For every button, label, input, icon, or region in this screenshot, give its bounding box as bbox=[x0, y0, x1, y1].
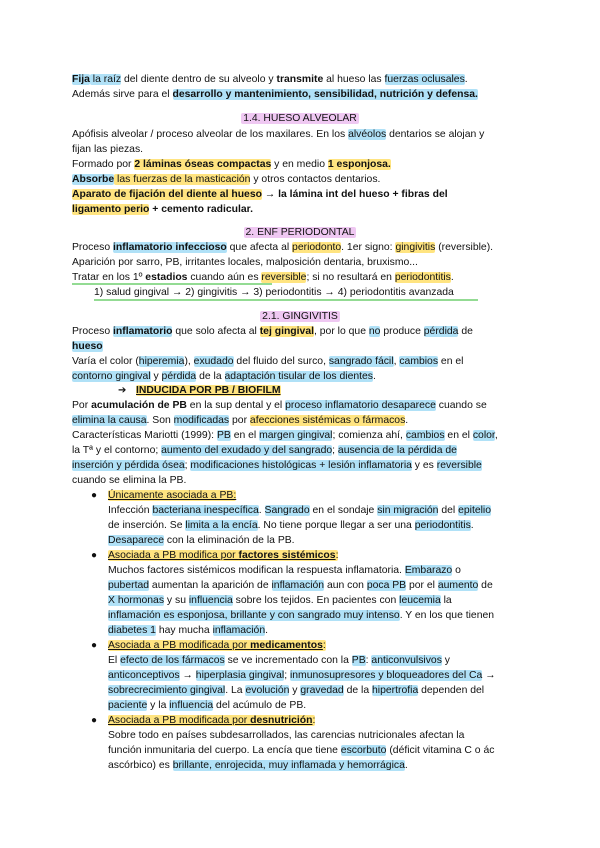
biofilm-line-5 bbox=[72, 459, 482, 472]
text: ; comienza ahí, bbox=[332, 430, 406, 441]
text: ascórbico) es bbox=[108, 760, 173, 771]
highlight-text: inflamación bbox=[271, 580, 325, 591]
bullet-2-line-3 bbox=[108, 594, 452, 607]
text: al hueso las bbox=[323, 74, 385, 85]
text: Por bbox=[72, 400, 92, 411]
text: cuando se elimina la PB. bbox=[72, 475, 187, 486]
title-text: Asociada a PB modificada por bbox=[108, 715, 251, 726]
bullet-2-line-2 bbox=[108, 579, 493, 592]
highlight-text: Aparato de fijación del diente al hueso bbox=[72, 189, 262, 200]
text: función inmunitaria del cuerpo. La encía que tiene bbox=[108, 745, 341, 756]
highlight-fija: Fija bbox=[72, 74, 90, 85]
text: hay mucha bbox=[155, 625, 213, 636]
hueso-line-1 bbox=[72, 128, 484, 141]
biofilm-line-6 bbox=[72, 474, 186, 487]
highlight-text: inmunosupresores y bloqueadores del Ca bbox=[289, 670, 483, 681]
biofilm-line-3 bbox=[72, 429, 498, 442]
bullet-2-title bbox=[108, 549, 338, 562]
highlight-text: bacteriana inespecífica bbox=[152, 505, 259, 516]
highlight-text: exudado bbox=[193, 356, 234, 367]
intro-line-1 bbox=[72, 73, 468, 86]
gingivitis-line-3 bbox=[72, 355, 463, 368]
highlight-text: cambios bbox=[405, 430, 445, 441]
text: fijan las piezas. bbox=[72, 144, 144, 155]
bullet-1-line-2 bbox=[108, 519, 474, 532]
periodontal-line-2 bbox=[72, 256, 418, 269]
text: . bbox=[372, 371, 376, 382]
text: por bbox=[229, 415, 250, 426]
highlight-text: proceso inflamatorio desaparece bbox=[285, 400, 436, 411]
text: Además sirve para el bbox=[72, 89, 173, 100]
highlight-text: escorbuto bbox=[340, 745, 387, 756]
text: de bbox=[458, 326, 473, 337]
title-bold-text: desnutrición bbox=[250, 715, 313, 726]
text: aun con bbox=[324, 580, 367, 591]
text: del fluido del surco, bbox=[233, 356, 329, 367]
text: . Son bbox=[146, 415, 174, 426]
text: ; si no resultará en bbox=[306, 272, 395, 283]
text: y bbox=[289, 685, 301, 696]
title-bold-text: factores sistémicos bbox=[238, 550, 336, 561]
highlight-text: inflamación es esponjosa, brillante y con sangrado muy intenso bbox=[108, 610, 400, 621]
intro-line-2 bbox=[72, 88, 478, 101]
text: que afecta al bbox=[226, 242, 293, 253]
highlight-text: Embarazo bbox=[404, 565, 453, 576]
text: . No tiene porque llegar a ser una bbox=[257, 520, 415, 531]
text: de inserción. Se bbox=[108, 520, 186, 531]
text: en el bbox=[438, 356, 464, 367]
text: la Tª y el contorno; bbox=[72, 445, 162, 456]
highlight-text: margen gingival bbox=[259, 430, 333, 441]
text: Proceso bbox=[72, 242, 114, 253]
title-bold-text: medicamentos bbox=[250, 640, 323, 651]
highlight-text: fuerzas oclusales bbox=[384, 74, 465, 85]
highlight-text: anticonceptivos bbox=[108, 670, 180, 681]
text: y la bbox=[147, 700, 170, 711]
text: dentarios se alojan y bbox=[386, 129, 485, 140]
hueso-line-3 bbox=[72, 158, 391, 171]
highlight-text: color bbox=[472, 430, 495, 441]
text: de la bbox=[196, 371, 225, 382]
highlight-text: no bbox=[368, 326, 381, 337]
highlight-text: Únicamente asociada a PB: bbox=[108, 490, 237, 501]
bold-highlight-text: desarrollo y mantenimiento, sensibilidad, nutrición y defensa. bbox=[172, 89, 478, 100]
bullet-3-line-1 bbox=[108, 654, 450, 667]
biofilm-line-2 bbox=[72, 414, 408, 427]
bold-text: acumulación de PB bbox=[91, 400, 187, 411]
highlight-text: epitelio bbox=[458, 505, 492, 516]
text: se ve incrementado con la bbox=[224, 655, 352, 666]
text: ; bbox=[184, 460, 191, 471]
bold-highlight-text: inflamatorio infeccioso bbox=[113, 242, 227, 253]
bullet-3-line-4 bbox=[108, 699, 306, 712]
text: , bbox=[393, 356, 400, 367]
highlight-text: PB bbox=[351, 655, 366, 666]
gingivitis-line-4 bbox=[72, 370, 376, 383]
highlight-text: las fuerzas de la masticación bbox=[114, 174, 251, 185]
heading-text: 2.1. GINGIVITIS bbox=[262, 311, 338, 322]
section-heading-hueso bbox=[0, 112, 600, 125]
text: dependen del bbox=[418, 685, 485, 696]
arrow-icon: ➔ bbox=[118, 385, 127, 396]
bullet-1-title bbox=[108, 489, 236, 502]
text: → bbox=[482, 670, 496, 681]
text: de bbox=[478, 580, 493, 591]
highlight-text: modificadas bbox=[173, 415, 230, 426]
text: del bbox=[438, 505, 459, 516]
text: . bbox=[258, 505, 265, 516]
highlight-text: PB bbox=[216, 430, 231, 441]
bold-highlight-text: Absorbe bbox=[72, 174, 115, 185]
text: + cemento radicular. bbox=[149, 204, 254, 215]
highlight-text: ausencia de la pérdida de bbox=[337, 445, 457, 456]
text: , por lo que bbox=[314, 326, 369, 337]
text: en el bbox=[444, 430, 473, 441]
text: en la sup dental y el bbox=[186, 400, 286, 411]
bold-highlight-text: tej gingival bbox=[259, 326, 314, 337]
text: del acúmulo de PB. bbox=[213, 700, 307, 711]
highlight-text: aumento del exudado y del sangrado bbox=[161, 445, 333, 456]
text: del diente dentro de su alveolo y bbox=[121, 74, 277, 85]
text: en el bbox=[230, 430, 260, 441]
section-heading-gingivitis bbox=[0, 310, 600, 323]
gingivitis-line-2 bbox=[72, 340, 103, 353]
bullet-4-line-2 bbox=[108, 744, 494, 757]
highlight-text: alvéolos bbox=[348, 129, 387, 140]
section-heading-periodontal bbox=[0, 226, 600, 239]
text: . Y en los que tienen bbox=[399, 610, 495, 621]
bullet-1-line-3 bbox=[108, 534, 295, 547]
text: , bbox=[494, 430, 498, 441]
highlight-text: Desaparece bbox=[108, 535, 165, 546]
text: cuando se bbox=[435, 400, 487, 411]
bullet-3-title bbox=[108, 639, 326, 652]
text: y bbox=[441, 655, 450, 666]
highlight-text: Sangrado bbox=[264, 505, 310, 516]
text: la bbox=[440, 595, 452, 606]
text: . bbox=[405, 415, 409, 426]
highlight-text: reversible bbox=[436, 460, 482, 471]
text: → la lámina int del hueso + fibras del bbox=[261, 189, 448, 200]
bullet-icon: ● bbox=[91, 490, 98, 501]
highlight-text: adaptación tisular de los dientes bbox=[224, 371, 373, 382]
highlight-text: evolución bbox=[245, 685, 290, 696]
text: Proceso bbox=[72, 326, 114, 337]
highlight-text: influencia bbox=[188, 595, 233, 606]
text: : bbox=[322, 640, 326, 651]
hueso-line-4 bbox=[72, 173, 380, 186]
text: . bbox=[265, 625, 269, 636]
highlight-text: gingivitis bbox=[395, 242, 436, 253]
text: El bbox=[108, 655, 121, 666]
text: 1) salud gingival → 2) gingivitis → 3) periodontitis → 4) periodontitis avanzada bbox=[94, 287, 454, 298]
text: sobre los tejidos. En pacientes con bbox=[232, 595, 400, 606]
text: de la bbox=[343, 685, 373, 696]
highlight-text: ligamento perio bbox=[72, 204, 150, 215]
text: Apófisis alveolar / proceso alveolar de los maxilares. En los bbox=[72, 129, 349, 140]
highlight-text: pérdida bbox=[423, 326, 459, 337]
bullet-2-line-4 bbox=[108, 609, 494, 622]
highlight-text: gravedad bbox=[300, 685, 344, 696]
highlight-text: afecciones sistémicas o fármacos bbox=[249, 415, 406, 426]
highlight-text: X hormonas bbox=[108, 595, 165, 606]
highlight-text: brillante, enrojecida, muy inflamada y hemorrágica bbox=[172, 760, 405, 771]
bold-highlight-text: 1 esponjosa. bbox=[327, 159, 391, 170]
green-underline bbox=[94, 299, 478, 301]
highlight-text: anticonvulsivos bbox=[371, 655, 442, 666]
highlight-text: poca PB bbox=[366, 580, 407, 591]
text: ), bbox=[184, 356, 194, 367]
highlight-text: cambios bbox=[399, 356, 439, 367]
text: ; bbox=[332, 445, 338, 456]
text: . bbox=[404, 760, 408, 771]
text: que solo afecta al bbox=[172, 326, 260, 337]
title-text: Asociada a PB modifica por bbox=[108, 550, 239, 561]
bullet-4-line-3 bbox=[108, 759, 408, 772]
stages-list-item bbox=[94, 286, 454, 299]
bold-text: estadios bbox=[145, 272, 188, 283]
text: . bbox=[470, 520, 474, 531]
highlight-text: elimina la causa bbox=[72, 415, 147, 426]
text: y su bbox=[164, 595, 189, 606]
bullet-icon: ● bbox=[91, 715, 98, 726]
text: aumentan la aparición de bbox=[149, 580, 272, 591]
highlight-text: influencia bbox=[169, 700, 214, 711]
text: (déficit vitamina C o ác bbox=[386, 745, 495, 756]
text: (reversible). bbox=[435, 242, 494, 253]
bold-highlight-text: 2 láminas óseas compactas bbox=[134, 159, 272, 170]
biofilm-line-1 bbox=[72, 399, 487, 412]
highlight-text: efecto de los fármacos bbox=[120, 655, 225, 666]
text: Tratar en los 1º bbox=[72, 272, 146, 283]
green-underline bbox=[72, 283, 272, 285]
highlight-text: reversible bbox=[261, 272, 307, 283]
highlight-text: sangrado fácil bbox=[328, 356, 394, 367]
heading-text: 1.4. HUESO ALVEOLAR bbox=[243, 113, 357, 124]
text: : bbox=[312, 715, 316, 726]
text: o bbox=[452, 565, 461, 576]
periodontal-line-1 bbox=[72, 241, 493, 254]
bullet-icon: ● bbox=[91, 550, 98, 561]
bold-highlight-text: inflamatorio bbox=[113, 326, 173, 337]
highlight-text: hipertrofia bbox=[372, 685, 419, 696]
text: con la eliminación de la PB. bbox=[164, 535, 295, 546]
heading-text: 2. ENF PERIODONTAL bbox=[245, 227, 355, 238]
text: . 1er signo: bbox=[341, 242, 396, 253]
bullet-3-line-2 bbox=[108, 669, 496, 682]
highlight-text: sobrecrecimiento gingival bbox=[108, 685, 226, 696]
highlight-text: hiperplasia gingival bbox=[195, 670, 285, 681]
text: produce bbox=[380, 326, 424, 337]
text: y es bbox=[411, 460, 437, 471]
bullet-1-line-1 bbox=[108, 504, 491, 517]
highlight-text: la raíz bbox=[89, 74, 122, 85]
text: Muchos factores sistémicos modifican la respuesta inflamatoria. bbox=[108, 565, 405, 576]
bullet-icon: ● bbox=[91, 640, 98, 651]
hueso-line-5 bbox=[72, 188, 448, 201]
highlight-text: modificaciones histológicas + lesión inflamatoria bbox=[190, 460, 412, 471]
bullet-4-title bbox=[108, 714, 315, 727]
highlight-text: sin migración bbox=[377, 505, 439, 516]
text: en el sondaje bbox=[309, 505, 378, 516]
text: Características Mariotti (1999): bbox=[72, 430, 217, 441]
text: ; bbox=[284, 670, 290, 681]
highlight-text: paciente bbox=[108, 700, 148, 711]
text: Varía el color ( bbox=[72, 356, 139, 367]
highlight-text: periodonto bbox=[292, 242, 342, 253]
text: . La bbox=[225, 685, 246, 696]
bullet-2-line-1 bbox=[108, 564, 461, 577]
gingivitis-line-1 bbox=[72, 325, 473, 338]
text: Infección bbox=[108, 505, 153, 516]
bullet-4-line-1 bbox=[108, 729, 464, 742]
text: cuando aún es bbox=[187, 272, 262, 283]
biofilm-line-4 bbox=[72, 444, 457, 457]
text: por el bbox=[406, 580, 438, 591]
highlight-text: aumento bbox=[437, 580, 479, 591]
bullet-2-line-5 bbox=[108, 624, 268, 637]
highlight-text: inserción y pérdida ósea bbox=[72, 460, 185, 471]
subheading-text: INDUCIDA POR PB / BIOFILM bbox=[136, 385, 281, 396]
highlight-text: inflamación bbox=[212, 625, 266, 636]
text: . bbox=[450, 272, 454, 283]
text: Sobre todo en países subdesarrollados, las carencias nutricionales afectan la bbox=[108, 730, 465, 741]
highlight-text: diabetes 1 bbox=[108, 625, 156, 636]
bold-text: transmite bbox=[276, 74, 324, 85]
highlight-text: pérdida bbox=[161, 371, 197, 382]
text: : bbox=[335, 550, 339, 561]
text: y otros contactos dentarios. bbox=[250, 174, 381, 185]
highlight-text: hiperemia bbox=[138, 356, 185, 367]
highlight-text: limita a la encía bbox=[185, 520, 258, 531]
highlight-text: leucemia bbox=[399, 595, 441, 606]
bold-highlight-text: hueso bbox=[72, 341, 103, 352]
hueso-line-6 bbox=[72, 203, 253, 216]
hueso-line-2 bbox=[72, 143, 143, 156]
text: . bbox=[464, 74, 468, 85]
text: y bbox=[150, 371, 162, 382]
text: Formado por bbox=[72, 159, 135, 170]
subheading-biofilm bbox=[136, 384, 281, 397]
text: y en medio bbox=[271, 159, 328, 170]
title-text: Asociada a PB modificada por bbox=[108, 640, 251, 651]
text: Aparición por sarro, PB, irritantes locales, malposición dentaria, bruxismo... bbox=[72, 257, 418, 268]
highlight-text: pubertad bbox=[108, 580, 150, 591]
highlight-text: periodontitis bbox=[394, 272, 451, 283]
text: → bbox=[179, 670, 196, 681]
text: : bbox=[365, 655, 372, 666]
bullet-3-line-3 bbox=[108, 684, 484, 697]
highlight-text: contorno gingival bbox=[72, 371, 151, 382]
highlight-text: periodontitis bbox=[414, 520, 471, 531]
